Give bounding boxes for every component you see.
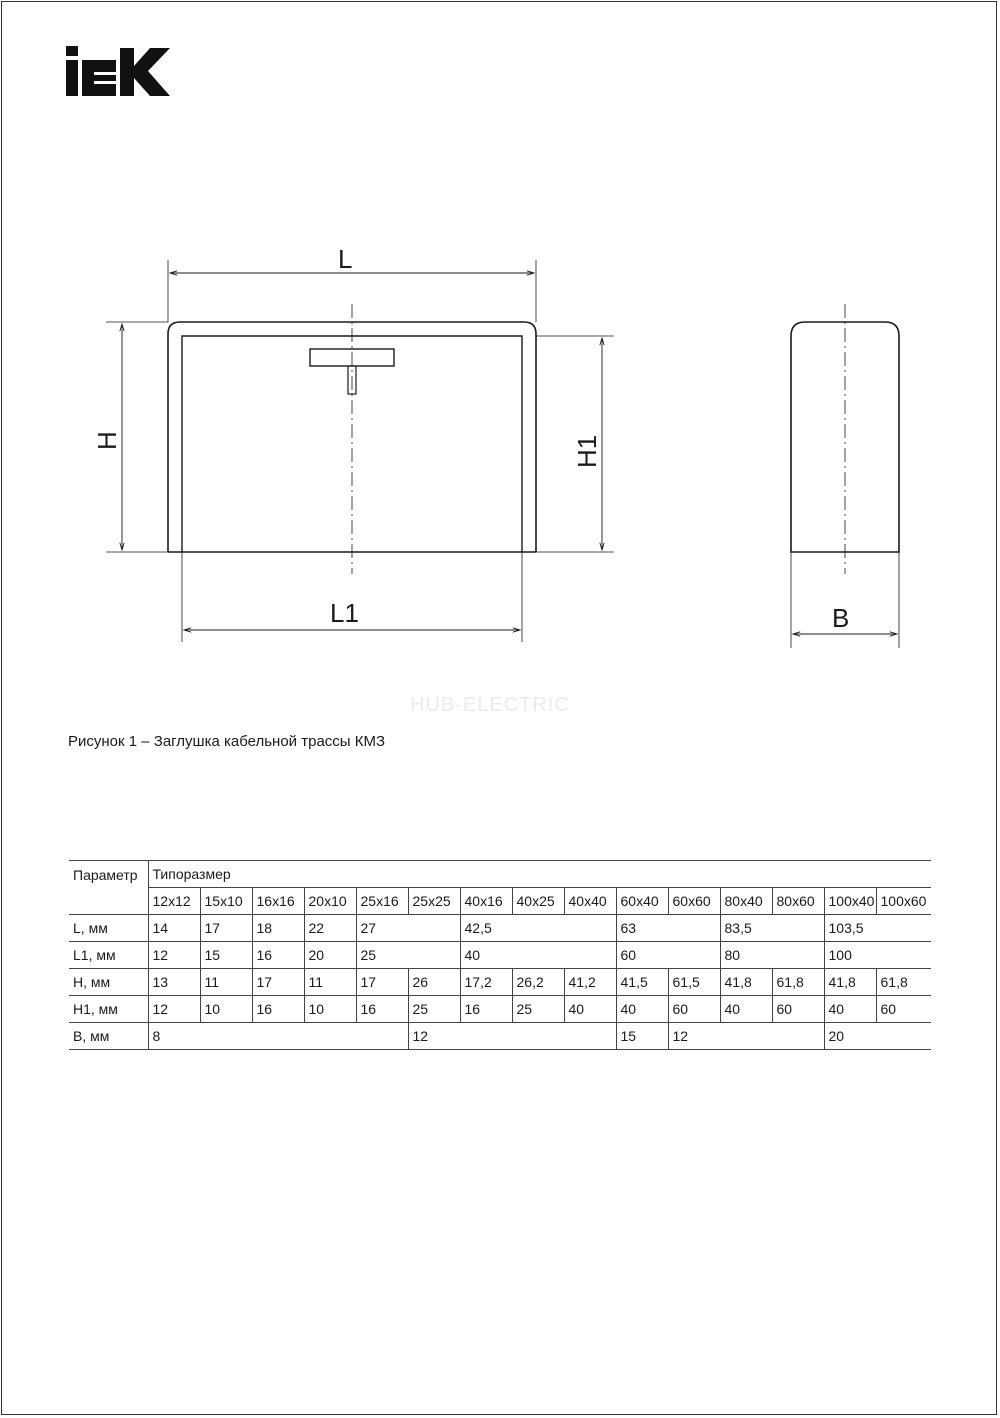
table-cell: 60 bbox=[616, 942, 720, 969]
table-cell: 41,5 bbox=[616, 969, 668, 996]
table-cell: 12 bbox=[148, 996, 200, 1023]
row-label: B, мм bbox=[69, 1023, 148, 1050]
size-cell: 16x16 bbox=[252, 888, 304, 915]
size-cell: 60x60 bbox=[668, 888, 720, 915]
table-cell: 25 bbox=[356, 942, 460, 969]
table-cell: 26 bbox=[408, 969, 460, 996]
table-cell: 40 bbox=[460, 942, 616, 969]
table-cell: 15 bbox=[616, 1023, 668, 1050]
table-cell: 61,8 bbox=[876, 969, 931, 996]
table-cell: 41,8 bbox=[720, 969, 772, 996]
table-header-row bbox=[69, 861, 931, 888]
size-cell: 100x60 bbox=[876, 888, 931, 915]
row-label: H, мм bbox=[69, 969, 148, 996]
table-cell: 103,5 bbox=[824, 915, 931, 942]
table-cell: 15 bbox=[200, 942, 252, 969]
size-cell: 20x10 bbox=[304, 888, 356, 915]
table-cell: 41,8 bbox=[824, 969, 876, 996]
dim-label-H: H bbox=[92, 431, 122, 450]
table-cell: 8 bbox=[148, 1023, 408, 1050]
size-cell: 80x40 bbox=[720, 888, 772, 915]
dim-label-H1: H1 bbox=[572, 434, 602, 468]
table-cell: 60 bbox=[772, 996, 824, 1023]
table-cell: 14 bbox=[148, 915, 200, 942]
table-cell: 20 bbox=[824, 1023, 931, 1050]
dim-label-L1: L1 bbox=[330, 598, 359, 628]
size-cell: 80x60 bbox=[772, 888, 824, 915]
table-cell: 17 bbox=[200, 915, 252, 942]
watermark: HUB-ELECTRIC bbox=[410, 694, 570, 716]
table-cell: 10 bbox=[200, 996, 252, 1023]
table-cell: 42,5 bbox=[460, 915, 616, 942]
table-cell: 61,8 bbox=[772, 969, 824, 996]
table-cell: 63 bbox=[616, 915, 720, 942]
size-cell: 40x16 bbox=[460, 888, 512, 915]
size-cell: 40x40 bbox=[564, 888, 616, 915]
table-cell: 16 bbox=[356, 996, 408, 1023]
dim-label-L: L bbox=[338, 244, 353, 274]
size-cell: 25x25 bbox=[408, 888, 460, 915]
table-cell: 40 bbox=[720, 996, 772, 1023]
table-cell: 61,5 bbox=[668, 969, 720, 996]
table-cell: 40 bbox=[824, 996, 876, 1023]
table-cell: 80 bbox=[720, 942, 824, 969]
table-cell: 12 bbox=[148, 942, 200, 969]
table-cell: 11 bbox=[304, 969, 356, 996]
table-cell: 25 bbox=[512, 996, 564, 1023]
table-cell: 16 bbox=[252, 942, 304, 969]
table-cell: 11 bbox=[200, 969, 252, 996]
spec-table bbox=[69, 860, 931, 1050]
table-row bbox=[69, 1023, 931, 1050]
table-cell: 10 bbox=[304, 996, 356, 1023]
table-cell: 27 bbox=[356, 915, 460, 942]
table-cell: 12 bbox=[408, 1023, 616, 1050]
table-cell: 100 bbox=[824, 942, 931, 969]
size-cell: 25x16 bbox=[356, 888, 408, 915]
table-cell: 17 bbox=[356, 969, 408, 996]
table-cell: 26,2 bbox=[512, 969, 564, 996]
table-cell: 16 bbox=[460, 996, 512, 1023]
table-cell: 13 bbox=[148, 969, 200, 996]
table-row bbox=[69, 942, 931, 969]
size-header: Типоразмер bbox=[148, 861, 931, 888]
table-cell: 60 bbox=[668, 996, 720, 1023]
table-cell: 41,2 bbox=[564, 969, 616, 996]
size-cell: 100x40 bbox=[824, 888, 876, 915]
table-cell: 60 bbox=[876, 996, 931, 1023]
size-cell: 40x25 bbox=[512, 888, 564, 915]
dim-label-B: B bbox=[832, 603, 850, 633]
row-label: H1, мм bbox=[69, 996, 148, 1023]
table-row bbox=[69, 915, 931, 942]
table-cell: 22 bbox=[304, 915, 356, 942]
row-label: L1, мм bbox=[69, 942, 148, 969]
size-cell: 60x40 bbox=[616, 888, 668, 915]
table-cell: 25 bbox=[408, 996, 460, 1023]
table-cell: 83,5 bbox=[720, 915, 824, 942]
table-row bbox=[69, 969, 931, 996]
size-cell: 15x10 bbox=[200, 888, 252, 915]
table-cell: 17 bbox=[252, 969, 304, 996]
table-cell: 18 bbox=[252, 915, 304, 942]
figure-caption: Рисунок 1 – Заглушка кабельной трассы КМЗ bbox=[68, 733, 386, 750]
table-cell: 20 bbox=[304, 942, 356, 969]
table-cell: 40 bbox=[616, 996, 668, 1023]
param-header: Параметр bbox=[69, 861, 148, 915]
table-cell: 16 bbox=[252, 996, 304, 1023]
table-cell: 17,2 bbox=[460, 969, 512, 996]
table-row bbox=[69, 996, 931, 1023]
table-cell: 40 bbox=[564, 996, 616, 1023]
size-cell: 12x12 bbox=[148, 888, 200, 915]
size-row bbox=[69, 888, 931, 915]
row-label: L, мм bbox=[69, 915, 148, 942]
technical-drawing bbox=[0, 0, 1000, 700]
table-cell: 12 bbox=[668, 1023, 824, 1050]
